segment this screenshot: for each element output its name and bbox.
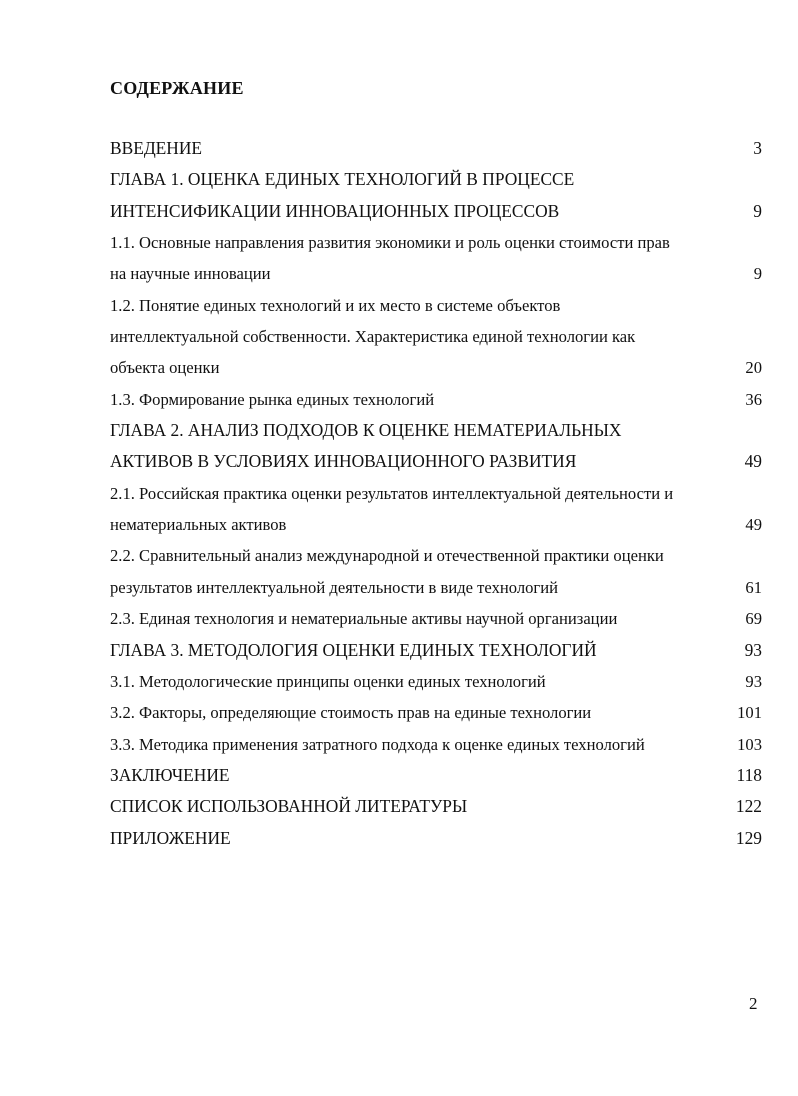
toc-line-text: ЗАКЛЮЧЕНИЕ: [110, 764, 230, 785]
toc-line-page: 61: [745, 577, 762, 597]
toc-line-text: интеллектуальной собственности. Характеристика единой технологии как: [110, 327, 636, 347]
toc-line: [110, 415, 762, 446]
toc-line: [110, 227, 762, 258]
toc-line-page: 118: [736, 764, 762, 785]
toc-line-page: 3: [753, 138, 762, 158]
toc-line-page: 122: [735, 796, 762, 817]
toc-line: [110, 791, 762, 822]
toc-line-text: 3.3. Методика применения затратного подхода к оценке единых технологий: [110, 734, 645, 754]
toc-line-page: 69: [745, 609, 762, 629]
toc-line: [110, 635, 762, 666]
toc-line-text: 1.3. Формирование рынка единых технологий: [110, 389, 435, 409]
toc-line-text: ГЛАВА 3. МЕТОДОЛОГИЯ ОЦЕНКИ ЕДИНЫХ ТЕХНОЛОГИЙ: [110, 639, 597, 660]
toc-line-page: 9: [753, 264, 762, 284]
toc-line-page: 49: [744, 451, 762, 472]
toc-line-text: ГЛАВА 2. АНАЛИЗ ПОДХОДОВ К ОЦЕНКЕ НЕМАТЕРИАЛЬНЫХ: [110, 420, 622, 441]
toc-line: [110, 478, 762, 509]
toc-line-page: 103: [737, 734, 762, 754]
toc-line: [110, 290, 762, 321]
toc-line-page: 36: [745, 389, 762, 409]
toc-line-text: 2.2. Сравнительный анализ международной и отечественной практики оценки: [110, 546, 664, 566]
toc-line: [110, 321, 762, 352]
toc-line-text: нематериальных активов: [110, 515, 287, 535]
toc-line: [110, 760, 762, 791]
table-of-contents: [110, 133, 762, 854]
toc-line-page: 93: [744, 639, 762, 660]
toc-line-text: ПРИЛОЖЕНИЕ: [110, 827, 231, 848]
toc-line: [110, 823, 762, 854]
toc-line-text: ВВЕДЕНИЕ: [110, 138, 203, 158]
toc-line: [110, 164, 762, 195]
toc-line-page: 20: [745, 358, 762, 378]
toc-line: [110, 446, 762, 477]
toc-line: [110, 352, 762, 383]
toc-line: [110, 572, 762, 603]
toc-line: [110, 196, 762, 227]
toc-line-text: результатов интеллектуальной деятельности в виде технологий: [110, 577, 558, 597]
toc-line-text: 3.2. Факторы, определяющие стоимость прав на единые технологии: [110, 703, 592, 723]
toc-line: [110, 509, 762, 540]
page-number: 2: [749, 994, 758, 1013]
toc-line: [110, 258, 762, 289]
toc-line: [110, 540, 762, 571]
toc-line-text: ГЛАВА 1. ОЦЕНКА ЕДИНЫХ ТЕХНОЛОГИЙ В ПРОЦЕССЕ: [110, 169, 575, 190]
toc-line-text: 2.1. Российская практика оценки результатов интеллектуальной деятельности и: [110, 483, 674, 503]
toc-line: [110, 729, 762, 760]
toc-line-text: 1.2. Понятие единых технологий и их место в системе объектов: [110, 295, 561, 315]
toc-line-text: объекта оценки: [110, 358, 220, 378]
toc-line: [110, 666, 762, 697]
toc-line-text: на научные инновации: [110, 264, 271, 284]
toc-line-page: 101: [737, 703, 762, 723]
toc-line: [110, 133, 762, 164]
toc-line-text: ИНТЕНСИФИКАЦИИ ИННОВАЦИОННЫХ ПРОЦЕССОВ: [110, 200, 560, 221]
toc-line-text: АКТИВОВ В УСЛОВИЯХ ИННОВАЦИОННОГО РАЗВИТИЯ: [110, 451, 577, 472]
toc-line-page: 129: [735, 827, 762, 848]
toc-line: [110, 603, 762, 634]
toc-line: [110, 697, 762, 728]
toc-line: [110, 384, 762, 415]
toc-line-text: 3.1. Методологические принципы оценки единых технологий: [110, 671, 546, 691]
toc-line-page: 49: [745, 515, 762, 535]
toc-line-text: СПИСОК ИСПОЛЬЗОВАННОЙ ЛИТЕРАТУРЫ: [110, 796, 468, 817]
toc-line-page: 9: [753, 200, 762, 221]
toc-line-text: 1.1. Основные направления развития экономики и роль оценки стоимости прав: [110, 233, 670, 253]
toc-line-page: 93: [745, 671, 762, 691]
page-title: СОДЕРЖАНИЕ: [110, 78, 244, 98]
toc-line-text: 2.3. Единая технология и нематериальные активы научной организации: [110, 609, 618, 629]
